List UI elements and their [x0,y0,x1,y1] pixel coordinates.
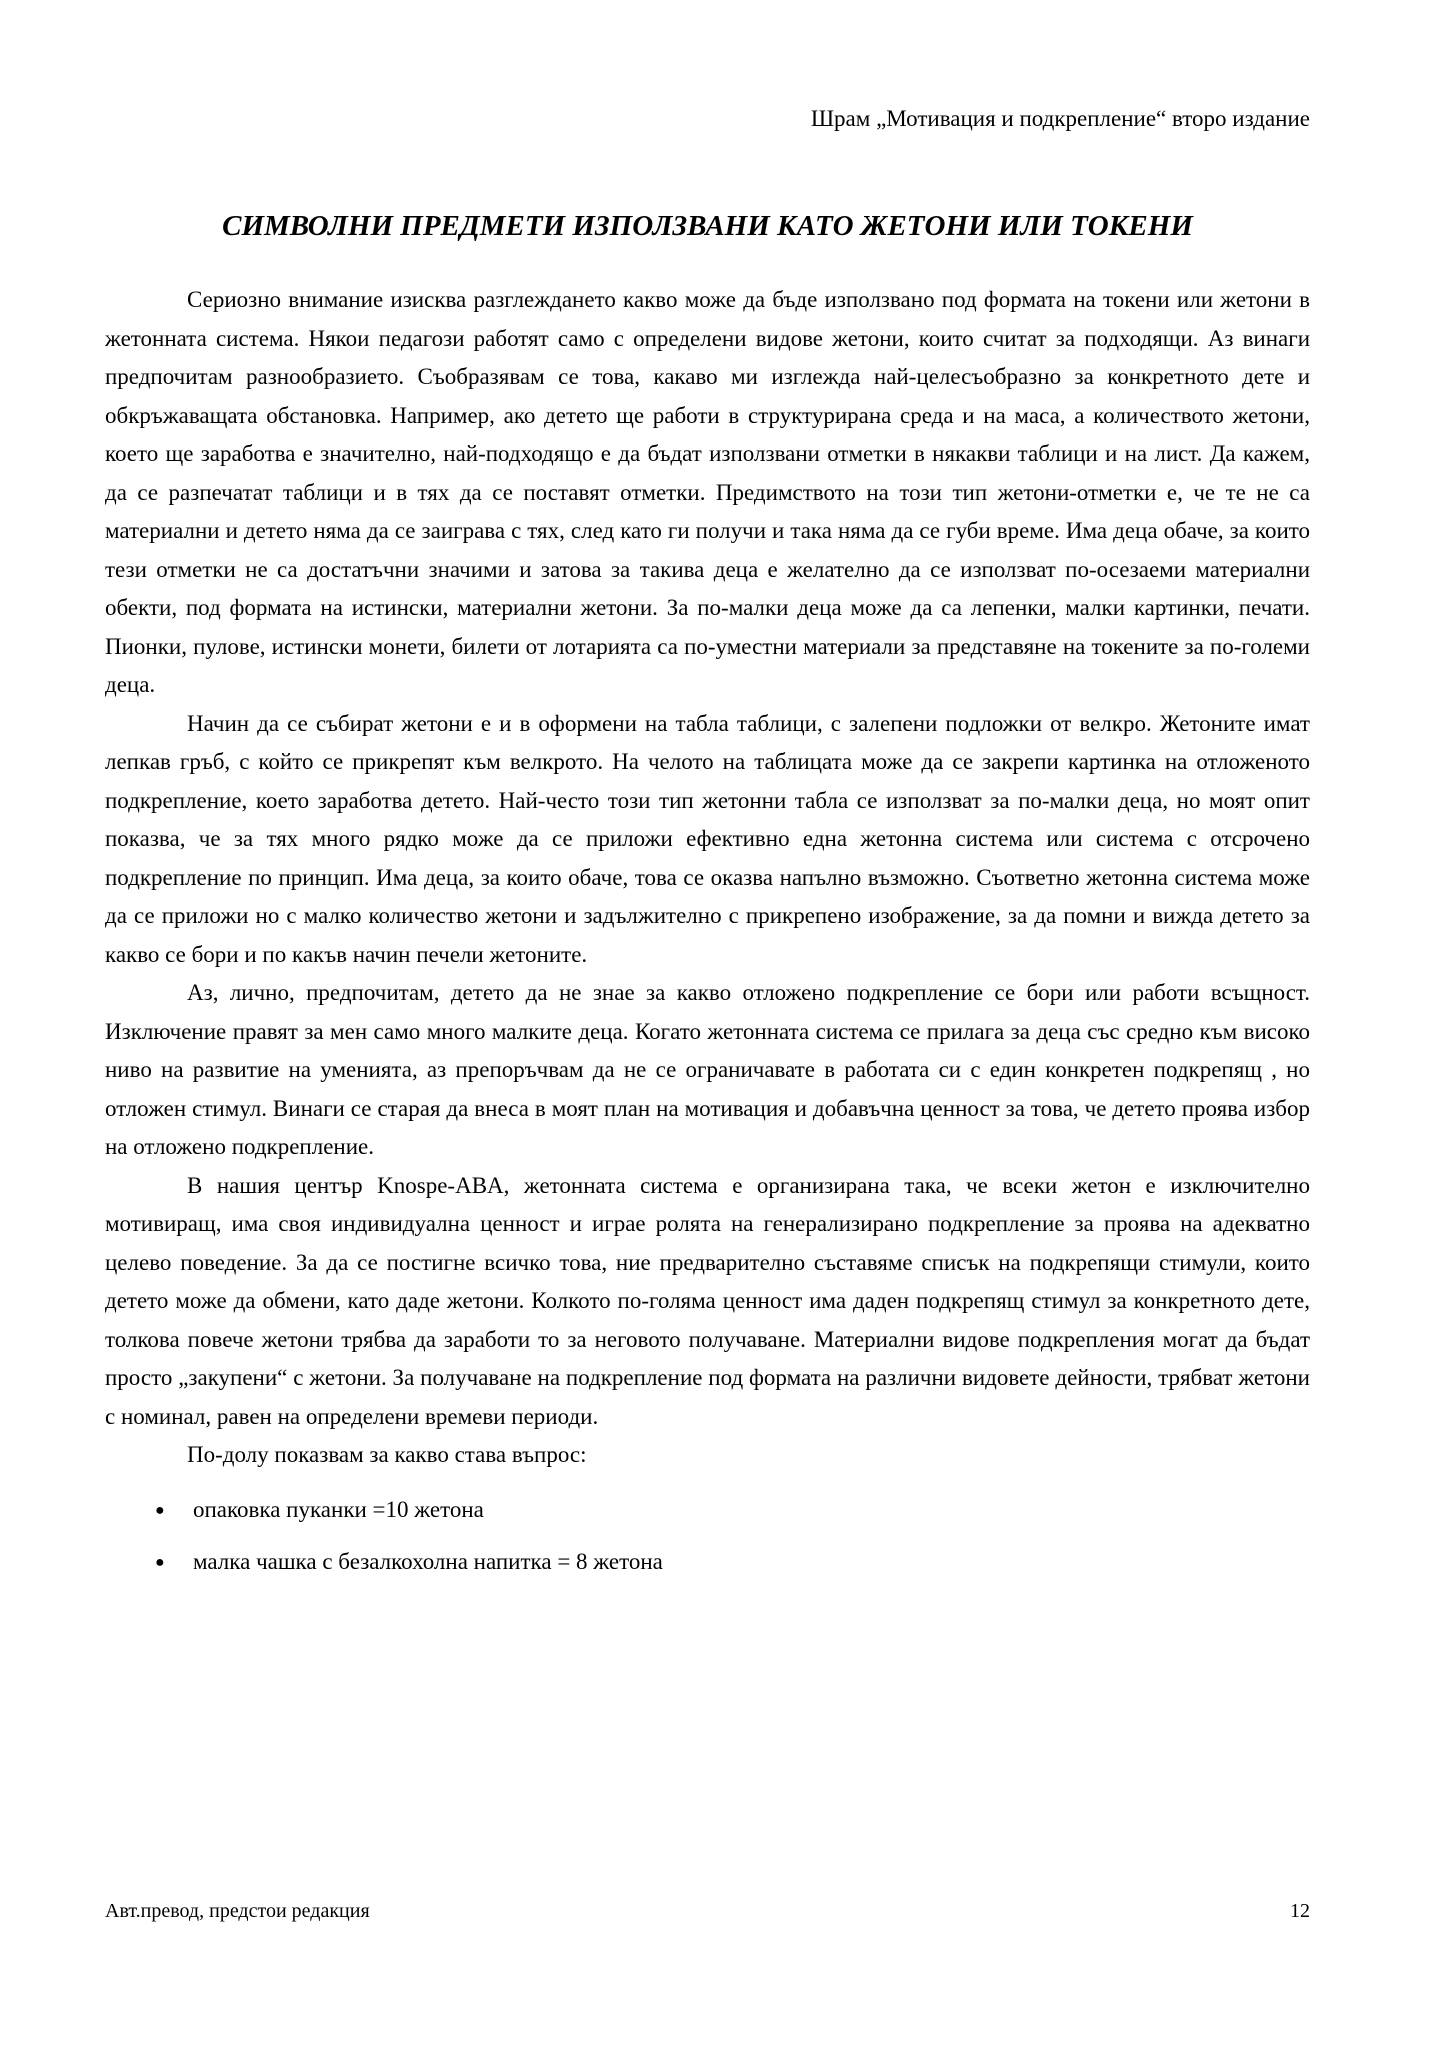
bullet-icon: ● [155,1501,165,1519]
list-item [105,1491,1310,1530]
paragraph-2: Начин да се събират жетони е и в оформени на табла таблици, с залепени подложки от велкро. Жетоните имат лепкав гръб, с който се прикрепят към велкрото. На челото на таблицата може да се закрепи картинка на отложеното подкрепление, което заработва детето. Най-често този тип жетонни табла се използват за по-малки деца, но моят опит показва, че за тях много рядко може да се приложи ефективно една жетонна система или система с отсрочено подкрепление по принцип. Има деца, за които обаче, това се оказва напълно възможно. Съответно жетонна система може да се приложи но с малко количество жетони и задължително с прикрепено изображение, за да помни и вижда детето за какво се бори и по какъв начин печели жетоните. [105,710,1310,967]
paragraph-4: В нашия център Knospe-ABA, жетонната система е организирана така, че всеки жетон е изключително мотивиращ, има своя индивидуална ценност и играе ролята на генерализирано подкрепление за проява на адекватно целево поведение. За да се постигне всичко това, ние предварително съставяме списък на подкрепящи стимули, които детето може да обмени, като даде жетони. Колкото по-голяма ценност има даден подкрепящ стимул за конкретното дете, толкова повече жетони трябва да заработи то за неговото получаване. Материални видове подкрепления могат да бъдат просто „закупени“ с жетони. За получаване на подкрепление под формата на различни видовете дейности, трябват жетони с номинал, равен на определени времеви периоди. [105,1172,1310,1429]
bullet-icon: ● [155,1554,165,1571]
paragraph-3: Аз, лично, предпочитам, детето да не знае за какво отложено подкрепление се бори или работи всъщност. Изключение правят за мен само много малките деца. Когато жетонната система се прилага за деца със средно към високо ниво на развитие на уменията, аз препоръчвам да не се ограничавате в работата си с един конкретен подкрепящ , но отложен стимул. Винаги се старая да внеса в моят план на мотивация и добавъчна ценност за това, че детето проява избор на отложено подкрепление. [105,980,1310,1159]
token-exchange-list [105,1491,1310,1582]
document-title: СИМВОЛНИ ПРЕДМЕТИ ИЗПОЛЗВАНИ КАТО ЖЕТОНИ ИЛИ ТОКЕНИ [222,210,1193,242]
list-item-text: опаковка пуканки =10 жетона [193,1496,484,1522]
paragraph-list-intro: По-долу показвам за какво става въпрос: [187,1442,587,1467]
page-footer [105,1898,1310,1924]
list-item [105,1543,1310,1582]
list-item-text: малка чашка с безалкохолна напитка = 8 жетона [193,1549,663,1574]
page-number: 12 [1290,1900,1310,1922]
paragraph-1: Сериозно внимание изисква разглеждането какво може да бъде използвано под формата на токени или жетони в жетонната система. Някои педагози работят само с определени видове жетони, които считат за подходящи. Аз винаги предпочитам разнообразието. Съобразявам се това, какаво ми изглежда най-целесъобразно за конкретното дете и обкръжаващата обстановка. Например, ако детето ще работи в структурирана среда и на маса, а количеството жетони, което ще заработва е значително, най-подходящо е да бъдат използвани отметки в някакви таблици и на лист. Да кажем, да се разпечатат таблици и в тях да се поставят отметки. Предимството на този тип жетони-отметки е, че те не са материални и детето няма да се заиграва с тях, след като ги получи и така няма да се губи време. Има деца обаче, за които тези отметки не са достатъчни значими и затова за такива деца е желателно да се използват по-осезаеми материални обекти, под формата на истински, материални жетони. За по-малки деца може да са лепенки, малки картинки, печати. Пионки, пулове, истински монети, билети от лотарията са по-уместни материали за представяне на токените за по-големи деца. [105,287,1310,697]
running-header: Шрам „Мотивация и подкрепление“ второ издание [810,106,1310,131]
footer-note: Авт.превод, предстои редакция [105,1900,370,1922]
document-body [105,281,1310,1596]
